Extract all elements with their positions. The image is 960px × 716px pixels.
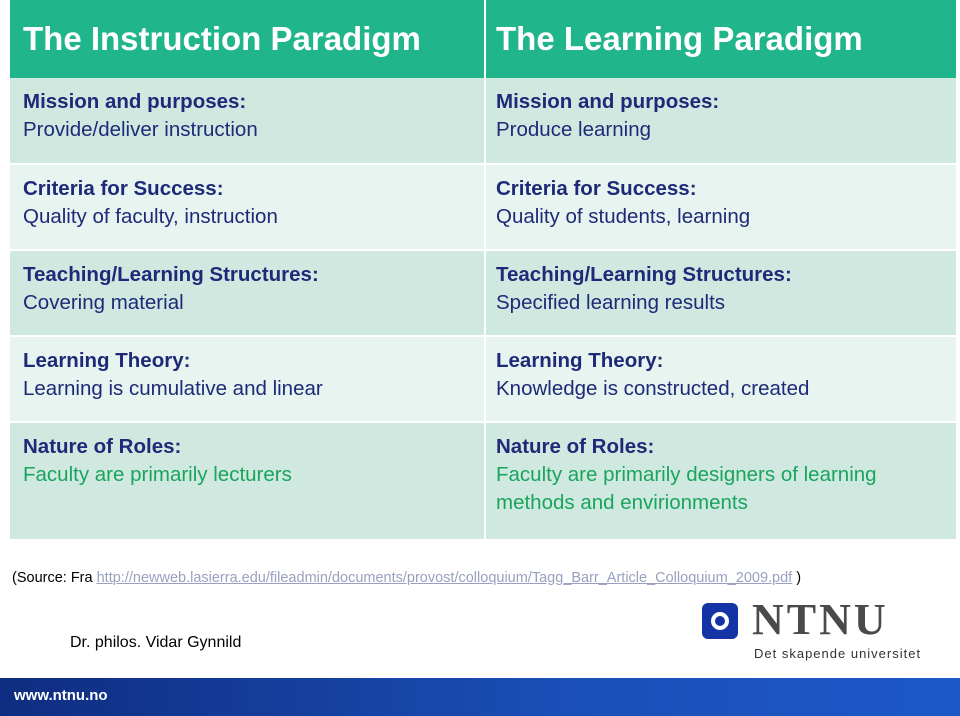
table-row-mission — [10, 78, 956, 163]
table-row-theory — [10, 337, 956, 421]
source-suffix: ) — [792, 570, 802, 586]
table-cell — [10, 165, 484, 249]
cell-label: Mission and purposes: — [23, 90, 247, 113]
cell-label: Nature of Roles: — [496, 435, 655, 458]
cell-value: Faculty are primarily lecturers — [23, 463, 292, 486]
footer-url: www.ntnu.no — [14, 687, 108, 704]
source-citation — [12, 570, 801, 586]
cell-label: Criteria for Success: — [496, 177, 697, 200]
logo-wordmark: NTNU — [752, 595, 889, 644]
cell-label: Nature of Roles: — [23, 435, 182, 458]
cell-value: Produce learning — [496, 118, 651, 141]
table-cell — [486, 251, 956, 335]
table-cell — [486, 78, 956, 163]
source-link[interactable]: http://newweb.lasierra.edu/fileadmin/documents/provost/colloquium/Tagg_Barr_Article_Colloquium_2009.pdf — [96, 570, 793, 586]
cell-value: Specified learning results — [496, 291, 726, 314]
cell-label: Learning Theory: — [496, 349, 664, 372]
table-header-row — [10, 0, 956, 78]
cell-value: Quality of students, learning — [496, 205, 751, 228]
cell-value: Learning is cumulative and linear — [23, 377, 323, 400]
author-name: Dr. philos. Vidar Gynnild — [70, 634, 242, 651]
ntnu-logo-icon — [702, 603, 738, 639]
cell-label: Teaching/Learning Structures: — [23, 263, 319, 286]
table-cell — [10, 337, 484, 421]
logo-tagline: Det skapende universitet — [754, 646, 922, 661]
cell-label: Criteria for Success: — [23, 177, 224, 200]
cell-value: Covering material — [23, 291, 184, 314]
cell-value: Knowledge is constructed, created — [496, 377, 810, 400]
ntnu-logo — [702, 595, 932, 666]
table-cell — [486, 165, 956, 249]
instruction-paradigm-heading: The Instruction Paradigm — [10, 0, 484, 78]
comparison-table — [10, 0, 956, 539]
footer-bar — [0, 678, 960, 716]
cell-label: Mission and purposes: — [496, 90, 720, 113]
table-cell — [486, 337, 956, 421]
table-cell — [10, 251, 484, 335]
cell-label: Learning Theory: — [23, 349, 191, 372]
learning-paradigm-heading: The Learning Paradigm — [486, 0, 956, 78]
source-prefix: (Source: Fra — [12, 570, 97, 586]
table-cell — [486, 423, 956, 539]
table-row-roles — [10, 423, 956, 539]
table-cell — [10, 78, 484, 163]
cell-value: Quality of faculty, instruction — [23, 205, 278, 228]
table-cell — [10, 423, 484, 539]
table-row-structures — [10, 251, 956, 335]
cell-label: Teaching/Learning Structures: — [496, 263, 792, 286]
table-row-criteria — [10, 165, 956, 249]
cell-value: Faculty are primarily designers of learning methods and envirionments — [496, 463, 877, 514]
cell-value: Provide/deliver instruction — [23, 118, 258, 141]
